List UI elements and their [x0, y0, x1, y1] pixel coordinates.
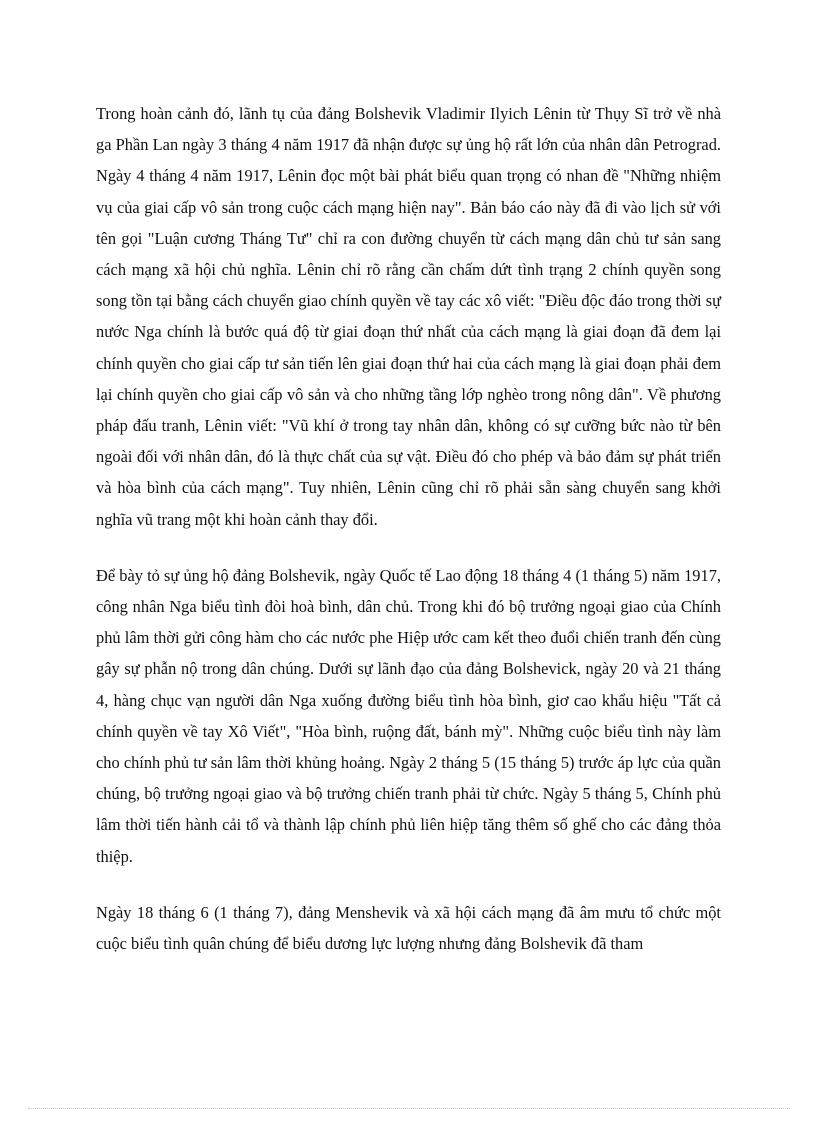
page-bottom-divider: [28, 1108, 790, 1109]
paragraph-may-day-protests: Để bày tỏ sự ủng hộ đảng Bolshevik, ngày Quốc tế Lao động 18 tháng 4 (1 tháng 5) năm 1917, công nhân Nga biểu tình đòi hoà bình, dân chủ. Trong khi đó bộ trưởng ngoại giao của Chính phủ lâm thời gửi công hàm cho các nước phe Hiệp ước cam kết theo đuổi chiến tranh đến cùng gây sự phẫn nộ trong dân chúng. Dưới sự lãnh đạo của đảng Bolshevick, ngày 20 và 21 tháng 4, hàng chục vạn người dân Nga xuống đường biểu tình hòa bình, giơ cao khẩu hiệu "Tất cả chính quyền về tay Xô Viết", "Hòa bình, ruộng đất, bánh mỳ". Những cuộc biểu tình này làm cho chính phủ tư sản lâm thời khủng hoảng. Ngày 2 tháng 5 (15 tháng 5) trước áp lực của quần chúng, bộ trưởng ngoại giao và bộ trưởng chiến tranh phải từ chức. Ngày 5 tháng 5, Chính phủ lâm thời tiến hành cải tổ và thành lập chính phủ liên hiệp tăng thêm số ghế cho các đảng thỏa thiệp.: [96, 565, 721, 866]
paragraph-lenin-april-theses: Trong hoàn cảnh đó, lãnh tụ của đảng Bolshevik Vladimir Ilyich Lênin từ Thụy Sĩ trở về nhà ga Phần Lan ngày 3 tháng 4 năm 1917 đã nhận được sự ủng hộ rất lớn của nhân dân Petrograd. Ngày 4 tháng 4 năm 1917, Lênin đọc một bài phát biểu quan trọng có nhan đề "Những nhiệm vụ của giai cấp vô sản trong cuộc cách mạng hiện nay". Bản báo cáo này đã đi vào lịch sử với tên gọi "Luận cương Tháng Tư" chỉ ra con đường chuyển từ cách mạng dân chủ tư sản sang cách mạng xã hội chủ nghĩa. Lênin chỉ rõ rằng cần chấm dứt tình trạng 2 chính quyền song song tồn tại bằng cách chuyển giao chính quyền về tay các xô viết: "Điều độc đáo trong thời sự nước Nga chính là bước quá độ từ giai đoạn thứ nhất của cách mạng là giai đoạn đã đem lại chính quyền cho giai cấp tư sản tiến lên giai đoạn thứ hai của cách mạng là giai đoạn phải đem lại chính quyền cho giai cấp vô sản và cho những tầng lớp nghèo trong nông dân". Về phương pháp đấu tranh, Lênin viết: "Vũ khí ở trong tay nhân dân, không có sự cưỡng bức nào từ bên ngoài đối với nhân dân, đó là thực chất của sự vật. Điều đó cho phép và bảo đảm sự phát triển và hòa bình của cách mạng". Tuy nhiên, Lênin cũng chỉ rõ phải sẵn sàng chuyển sang khởi nghĩa vũ trang một khi hoàn cảnh thay đổi.: [96, 104, 721, 529]
document-body: [96, 98, 721, 984]
paragraph-june-demonstration: Ngày 18 tháng 6 (1 tháng 7), đảng Menshevik và xã hội cách mạng đã âm mưu tổ chức một cuộc biểu tình quân chúng để biểu dương lực lượng nhưng đảng Bolshevik đã tham: [96, 902, 721, 954]
